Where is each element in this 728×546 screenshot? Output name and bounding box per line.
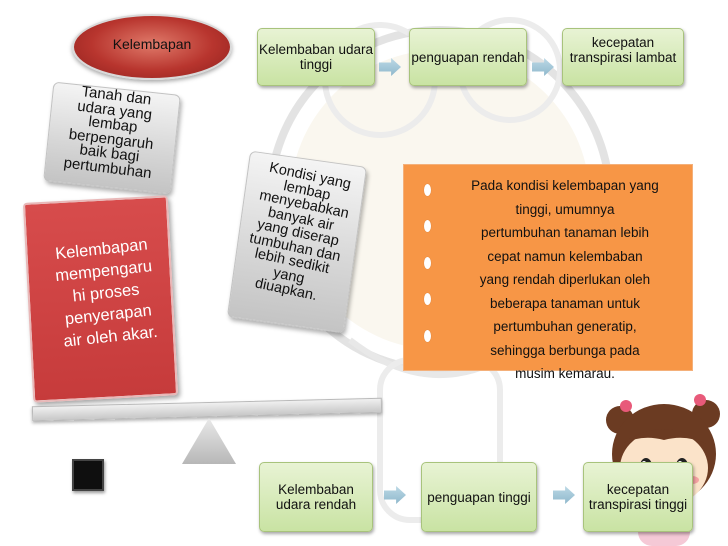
bottom-flow-box-humidity-low-text: Kelembaban udara rendah (275, 482, 357, 512)
seesaw-fulcrum (182, 418, 236, 464)
info-line: yang rendah diperlukan oleh (479, 272, 651, 287)
bullet-dot (424, 220, 431, 232)
title-text: Kelembapan (112, 36, 192, 52)
info-line: tinggi, umumnya (515, 201, 615, 217)
red-card-text: Kelembapan mempengaru hi proses penyerapan air oleh akar. (54, 235, 159, 351)
bullet-dot (424, 184, 431, 196)
top-flow-box-humidity-high-text: Kelembaban udara tinggi (258, 42, 374, 72)
bottom-flow-box-evaporation-high-text: penguapan tinggi (427, 489, 531, 505)
left-note-text: Tanah dan udara yang lembap berpengaruh baik bagi pertumbuhan (62, 83, 155, 182)
info-line: sehingga berbunga pada (490, 342, 640, 358)
title-oval (72, 14, 232, 80)
top-flow-box-transpiration-slow (562, 28, 684, 86)
bullet-dot (424, 293, 431, 305)
bullet-dot (424, 330, 431, 342)
top-flow-box-transpiration-slow-text: kecepatan transpirasi lambat (569, 35, 677, 65)
top-flow-box-evaporation-low (409, 28, 527, 86)
top-flow-box-evaporation-low-text: penguapan rendah (411, 49, 525, 65)
info-line: Pada kondisi kelembapan yang (471, 178, 659, 193)
info-paragraph (440, 174, 690, 386)
top-flow-box-humidity-high (257, 28, 375, 86)
info-line: beberapa tanaman untuk (489, 295, 641, 311)
info-line: pertumbuhan tanaman lebih (480, 225, 650, 240)
info-line: musim kemarau. (515, 366, 615, 381)
bottom-flow-box-humidity-low (259, 462, 373, 532)
info-line: cepat namun kelembaban (487, 248, 643, 264)
info-line: pertumbuhan generatip, (493, 319, 637, 334)
bottom-flow-box-transpiration-high-text: kecepatan transpirasi tinggi (588, 482, 688, 512)
bottom-flow-box-transpiration-high (583, 462, 693, 532)
middle-note-text: Kondisi yang lembap menyebabkan banyak air yang diserap tumbuhan dan lebih sedikit yang diuapkan. (248, 159, 353, 305)
bottom-flow-box-evaporation-high (421, 462, 537, 532)
black-square-weight (72, 459, 104, 491)
bullet-dot (424, 257, 431, 269)
